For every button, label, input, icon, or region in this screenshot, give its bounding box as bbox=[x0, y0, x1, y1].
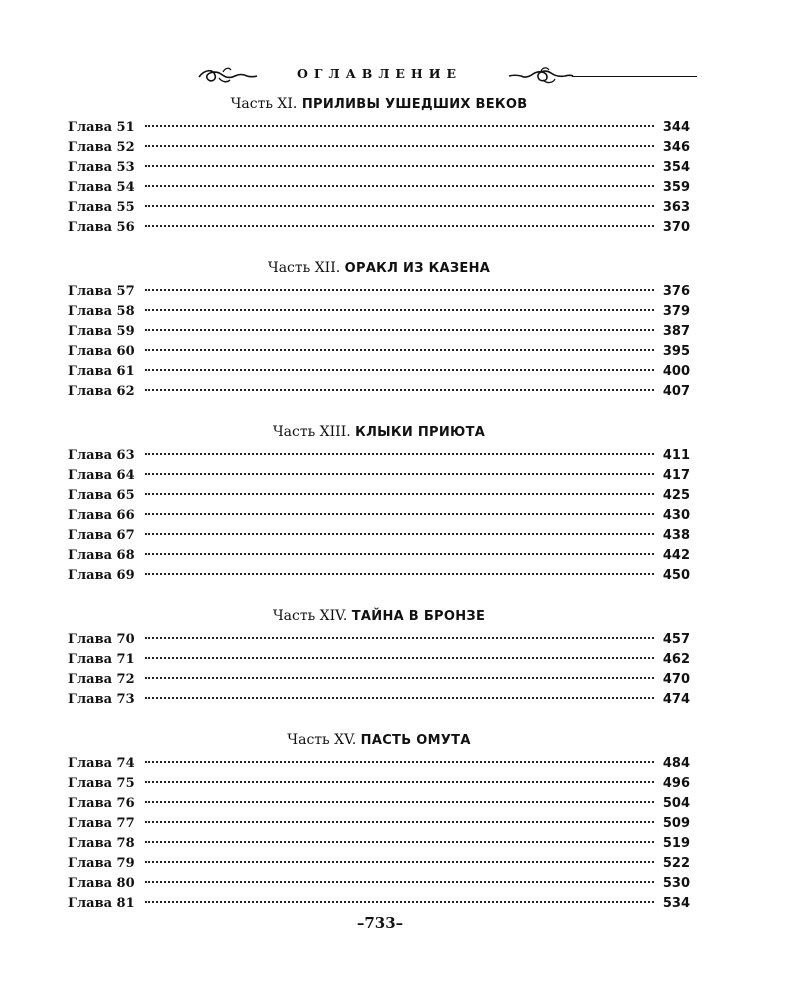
chapter-label: Глава 59 bbox=[68, 324, 135, 339]
dot-leader bbox=[145, 205, 654, 207]
toc-entry bbox=[68, 466, 690, 486]
chapter-page: 376 bbox=[662, 284, 690, 299]
dot-leader bbox=[145, 881, 654, 883]
dot-leader bbox=[145, 389, 654, 391]
chapter-label: Глава 58 bbox=[68, 304, 135, 319]
chapter-label: Глава 73 bbox=[68, 692, 135, 707]
chapter-label: Глава 66 bbox=[68, 508, 135, 523]
dot-leader bbox=[145, 369, 654, 371]
toc-entry bbox=[68, 382, 690, 402]
chapter-label: Глава 60 bbox=[68, 344, 135, 359]
dot-leader bbox=[145, 513, 654, 515]
part-name: ПРИЛИВЫ УШЕДШИХ ВЕКОВ bbox=[301, 97, 528, 112]
chapter-label: Глава 81 bbox=[68, 896, 135, 911]
toc-entry bbox=[68, 630, 690, 650]
part-prefix: Часть XIII. bbox=[272, 424, 351, 440]
part-title bbox=[68, 422, 690, 442]
chapter-page: 496 bbox=[662, 776, 690, 791]
chapter-page: 407 bbox=[662, 384, 690, 399]
dot-leader bbox=[145, 901, 654, 903]
toc-entry bbox=[68, 158, 690, 178]
contents-title: ОГЛАВЛЕНИЕ bbox=[297, 66, 463, 81]
chapter-page: 442 bbox=[662, 548, 690, 563]
chapter-label: Глава 68 bbox=[68, 548, 135, 563]
chapter-label: Глава 80 bbox=[68, 876, 135, 891]
chapter-page: 387 bbox=[662, 324, 690, 339]
table-of-contents bbox=[68, 94, 690, 934]
toc-entry bbox=[68, 178, 690, 198]
toc-entry bbox=[68, 486, 690, 506]
chapter-label: Глава 64 bbox=[68, 468, 135, 483]
dot-leader bbox=[145, 225, 654, 227]
chapter-label: Глава 61 bbox=[68, 364, 135, 379]
dot-leader bbox=[145, 185, 654, 187]
toc-entry bbox=[68, 690, 690, 710]
toc-entry bbox=[68, 198, 690, 218]
right-flourish-icon bbox=[507, 64, 575, 86]
toc-entry bbox=[68, 566, 690, 586]
chapter-page: 462 bbox=[662, 652, 690, 667]
part-title bbox=[68, 606, 690, 626]
chapter-page: 522 bbox=[662, 856, 690, 871]
chapter-page: 430 bbox=[662, 508, 690, 523]
toc-entry bbox=[68, 754, 690, 774]
dot-leader bbox=[145, 553, 654, 555]
chapter-label: Глава 57 bbox=[68, 284, 135, 299]
toc-entry bbox=[68, 446, 690, 466]
chapter-label: Глава 63 bbox=[68, 448, 135, 463]
chapter-label: Глава 62 bbox=[68, 384, 135, 399]
toc-entry bbox=[68, 874, 690, 894]
left-flourish-icon bbox=[195, 64, 261, 86]
toc-entry bbox=[68, 834, 690, 854]
chapter-page: 530 bbox=[662, 876, 690, 891]
toc-entry bbox=[68, 546, 690, 566]
part-name: ТАЙНА В БРОНЗЕ bbox=[351, 609, 486, 624]
dot-leader bbox=[145, 329, 654, 331]
header-rule bbox=[572, 76, 697, 77]
running-header bbox=[195, 64, 697, 86]
part-prefix: Часть XI. bbox=[230, 96, 298, 112]
chapter-label: Глава 72 bbox=[68, 672, 135, 687]
chapter-page: 450 bbox=[662, 568, 690, 583]
chapter-label: Глава 70 bbox=[68, 632, 135, 647]
chapter-label: Глава 53 bbox=[68, 160, 135, 175]
dot-leader bbox=[145, 781, 654, 783]
part-title bbox=[68, 258, 690, 278]
chapter-label: Глава 69 bbox=[68, 568, 135, 583]
toc-entry bbox=[68, 650, 690, 670]
part-prefix: Часть XII. bbox=[267, 260, 341, 276]
part-title bbox=[68, 730, 690, 750]
part-name: КЛЫКИ ПРИЮТА bbox=[355, 425, 486, 440]
dot-leader bbox=[145, 473, 654, 475]
toc-entry bbox=[68, 670, 690, 690]
chapter-label: Глава 74 bbox=[68, 756, 135, 771]
chapter-label: Глава 52 bbox=[68, 140, 135, 155]
toc-entry bbox=[68, 774, 690, 794]
dot-leader bbox=[145, 493, 654, 495]
dot-leader bbox=[145, 697, 654, 699]
part-14 bbox=[68, 606, 690, 710]
dot-leader bbox=[145, 145, 654, 147]
chapter-page: 425 bbox=[662, 488, 690, 503]
part-13 bbox=[68, 422, 690, 586]
part-prefix: Часть XV. bbox=[287, 732, 357, 748]
chapter-label: Глава 55 bbox=[68, 200, 135, 215]
chapter-page: 457 bbox=[662, 632, 690, 647]
toc-entry bbox=[68, 362, 690, 382]
chapter-page: 346 bbox=[662, 140, 690, 155]
dot-leader bbox=[145, 677, 654, 679]
chapter-label: Глава 79 bbox=[68, 856, 135, 871]
chapter-page: 484 bbox=[662, 756, 690, 771]
toc-entry bbox=[68, 506, 690, 526]
chapter-label: Глава 56 bbox=[68, 220, 135, 235]
toc-entry bbox=[68, 282, 690, 302]
dot-leader bbox=[145, 761, 654, 763]
toc-entry bbox=[68, 342, 690, 362]
chapter-label: Глава 78 bbox=[68, 836, 135, 851]
dot-leader bbox=[145, 637, 654, 639]
chapter-page: 438 bbox=[662, 528, 690, 543]
toc-entry bbox=[68, 322, 690, 342]
part-12 bbox=[68, 258, 690, 402]
part-15 bbox=[68, 730, 690, 914]
chapter-page: 417 bbox=[662, 468, 690, 483]
part-prefix: Часть XIV. bbox=[272, 608, 348, 624]
dot-leader bbox=[145, 821, 654, 823]
chapter-label: Глава 65 bbox=[68, 488, 135, 503]
toc-entry bbox=[68, 218, 690, 238]
dot-leader bbox=[145, 165, 654, 167]
toc-entry bbox=[68, 118, 690, 138]
chapter-page: 509 bbox=[662, 816, 690, 831]
chapter-label: Глава 67 bbox=[68, 528, 135, 543]
dot-leader bbox=[145, 657, 654, 659]
chapter-page: 411 bbox=[662, 448, 690, 463]
chapter-page: 519 bbox=[662, 836, 690, 851]
chapter-page: 470 bbox=[662, 672, 690, 687]
dot-leader bbox=[145, 125, 654, 127]
chapter-page: 504 bbox=[662, 796, 690, 811]
part-name: ОРАКЛ ИЗ КАЗЕНА bbox=[344, 261, 491, 276]
toc-entry bbox=[68, 894, 690, 914]
chapter-page: 359 bbox=[662, 180, 690, 195]
toc-entry bbox=[68, 302, 690, 322]
chapter-label: Глава 77 bbox=[68, 816, 135, 831]
part-11 bbox=[68, 94, 690, 238]
chapter-page: 534 bbox=[662, 896, 690, 911]
toc-entry bbox=[68, 526, 690, 546]
dot-leader bbox=[145, 349, 654, 351]
toc-entry bbox=[68, 854, 690, 874]
dot-leader bbox=[145, 533, 654, 535]
chapter-page: 474 bbox=[662, 692, 690, 707]
chapter-page: 379 bbox=[662, 304, 690, 319]
chapter-label: Глава 75 bbox=[68, 776, 135, 791]
dot-leader bbox=[145, 573, 654, 575]
chapter-label: Глава 51 bbox=[68, 120, 135, 135]
dot-leader bbox=[145, 861, 654, 863]
dot-leader bbox=[145, 801, 654, 803]
toc-entry bbox=[68, 138, 690, 158]
chapter-label: Глава 54 bbox=[68, 180, 135, 195]
chapter-page: 363 bbox=[662, 200, 690, 215]
part-title bbox=[68, 94, 690, 114]
dot-leader bbox=[145, 309, 654, 311]
part-name: ПАСТЬ ОМУТА bbox=[360, 733, 471, 748]
dot-leader bbox=[145, 841, 654, 843]
chapter-label: Глава 71 bbox=[68, 652, 135, 667]
chapter-label: Глава 76 bbox=[68, 796, 135, 811]
chapter-page: 395 bbox=[662, 344, 690, 359]
chapter-page: 400 bbox=[662, 364, 690, 379]
chapter-page: 354 bbox=[662, 160, 690, 175]
toc-entry bbox=[68, 794, 690, 814]
chapter-page: 370 bbox=[662, 220, 690, 235]
dot-leader bbox=[145, 453, 654, 455]
dot-leader bbox=[145, 289, 654, 291]
page-number: –733– bbox=[356, 914, 404, 932]
chapter-page: 344 bbox=[662, 120, 690, 135]
toc-entry bbox=[68, 814, 690, 834]
